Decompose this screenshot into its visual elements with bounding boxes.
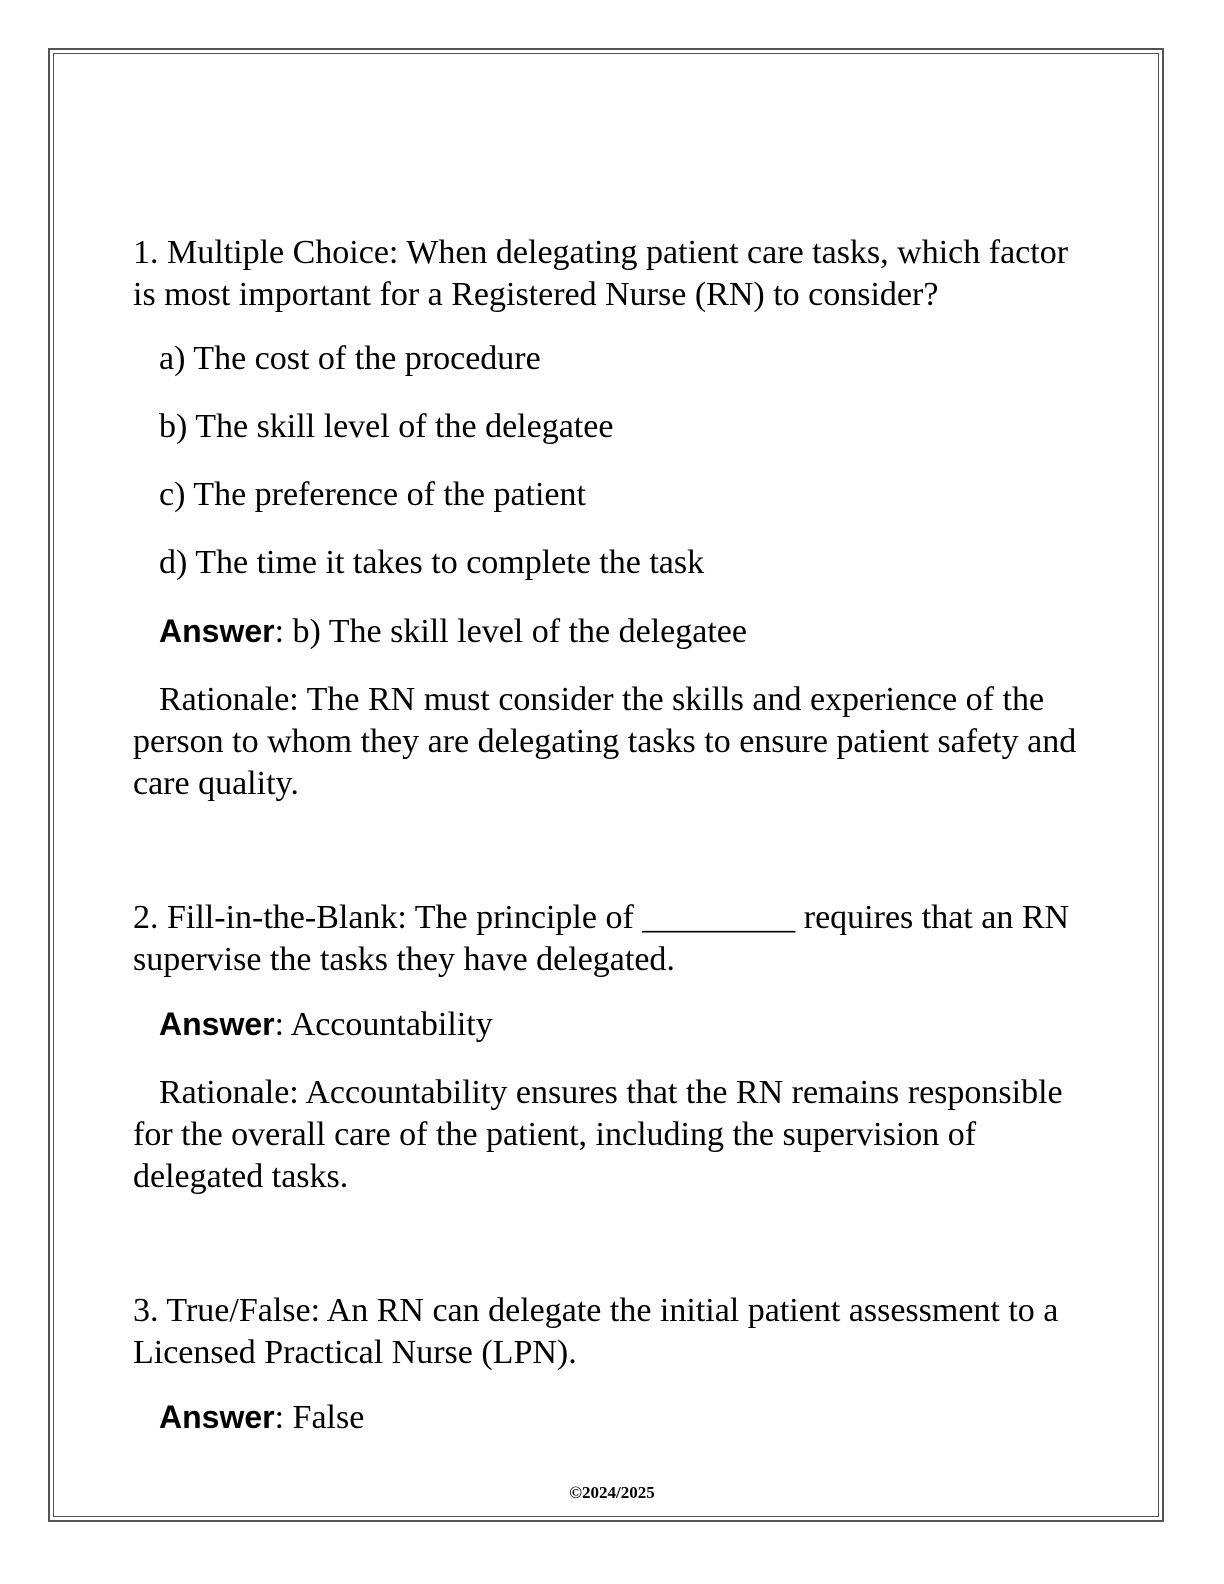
- question-2-rationale: Rationale: Accountability ensures that the RN remains responsible for the overall care of the patient, including the supervision of delegated tasks.: [133, 1074, 1063, 1195]
- spacer: [133, 1198, 1093, 1290]
- question-3-answer: [159, 1396, 1093, 1439]
- answer-label: Answer: [159, 1399, 275, 1435]
- question-1-prompt: 1. Multiple Choice: When delegating patient care tasks, which factor is most important for a Registered Nurse (RN) to consider?: [133, 234, 1069, 313]
- question-block-2: [133, 897, 1093, 1198]
- question-2-answer: [159, 1003, 1093, 1046]
- question-2-prompt: 2. Fill-in-the-Blank: The principle of _________ requires that an RN supervise the tasks they have delegated.: [133, 899, 1070, 978]
- question-block-1: [133, 232, 1093, 805]
- question-block-3: [133, 1290, 1093, 1439]
- question-1-option-d: d) The time it takes to complete the task: [159, 544, 705, 581]
- answer-value: : Accountability: [274, 1006, 493, 1043]
- answer-value: : b) The skill level of the delegatee: [274, 613, 747, 650]
- question-1-option-a: a) The cost of the procedure: [159, 340, 541, 377]
- spacer: [133, 805, 1093, 897]
- answer-value: : False: [274, 1399, 365, 1436]
- question-1-rationale: Rationale: The RN must consider the skills and experience of the person to whom they are delegating tasks to ensure patient safety and care quality.: [133, 681, 1077, 802]
- answer-label: Answer: [159, 1006, 275, 1042]
- question-1-option-b: b) The skill level of the delegatee: [159, 408, 614, 445]
- question-1-answer: [159, 610, 1093, 653]
- document-body: [133, 232, 1093, 1465]
- question-1-option-c: c) The preference of the patient: [159, 476, 586, 513]
- copyright-footer: ©2024/2025: [569, 1483, 655, 1502]
- answer-label: Answer: [159, 613, 275, 649]
- question-3-prompt: 3. True/False: An RN can delegate the initial patient assessment to a Licensed Practical Nurse (LPN).: [133, 1292, 1059, 1371]
